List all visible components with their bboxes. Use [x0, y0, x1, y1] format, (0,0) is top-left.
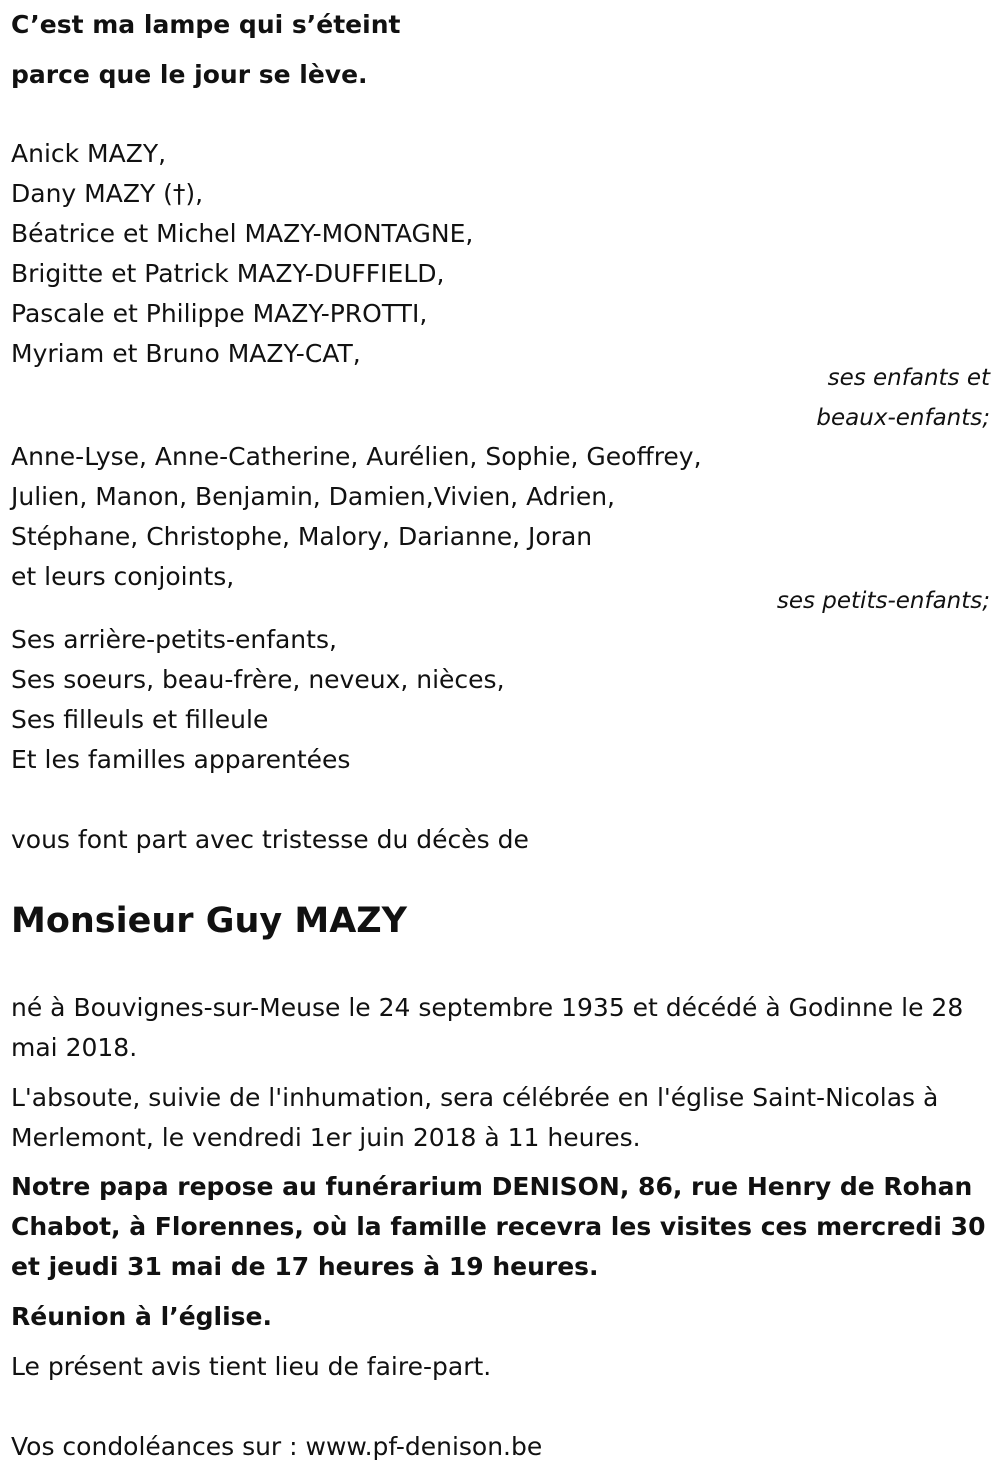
- child-name: Brigitte et Patrick MAZY-DUFFIELD,: [11, 259, 445, 288]
- children-label-line-2: beaux-enfants;: [816, 405, 990, 431]
- grandchildren-label: ses petits-enfants;: [776, 588, 990, 614]
- announcement-text: vous font part avec tristesse du décès de: [11, 825, 529, 854]
- visitation-text: Notre papa repose au funérarium DENISON, 86, rue Henry de Rohan Chabot, à Florennes, où la famille recevra les visites ces mercredi 30 et jeudi 31 mai de 17 heures à 19 heures.: [11, 1172, 986, 1281]
- child-name: Dany MAZY (†),: [11, 179, 204, 208]
- notice-text: Le présent avis tient lieu de faire-part.: [11, 1352, 492, 1381]
- child-name: Béatrice et Michel MAZY-MONTAGNE,: [11, 219, 474, 248]
- deceased-name: Monsieur Guy MAZY: [11, 901, 408, 941]
- other-relatives-line: Et les familles apparentées: [11, 745, 351, 774]
- other-relatives-line: Ses soeurs, beau-frère, neveux, nièces,: [11, 665, 505, 694]
- condolences-text: Vos condoléances sur : www.pf-denison.be: [11, 1432, 543, 1461]
- child-name: Anick MAZY,: [11, 139, 167, 168]
- epigraph-line-1: C’est ma lampe qui s’éteint: [11, 10, 401, 39]
- grandchildren-line: Julien, Manon, Benjamin, Damien,Vivien, Adrien,: [11, 482, 616, 511]
- ceremony-text: L'absoute, suivie de l'inhumation, sera célébrée en l'église Saint-Nicolas à Merlemont, le vendredi 1er juin 2018 à 11 heures.: [11, 1083, 939, 1152]
- grandchildren-line: Stéphane, Christophe, Malory, Darianne, Joran: [11, 522, 593, 551]
- child-name: Myriam et Bruno MAZY-CAT,: [11, 339, 361, 368]
- grandchildren-line: Anne-Lyse, Anne-Catherine, Aurélien, Sophie, Geoffrey,: [11, 442, 702, 471]
- child-name: Pascale et Philippe MAZY-PROTTI,: [11, 299, 428, 328]
- meeting-text: Réunion à l’église.: [11, 1302, 273, 1331]
- birth-death-text: né à Bouvignes-sur-Meuse le 24 septembre 1935 et décédé à Godinne le 28 mai 2018.: [11, 993, 964, 1062]
- other-relatives-line: Ses filleuls et filleule: [11, 705, 269, 734]
- epigraph-line-2: parce que le jour se lève.: [11, 60, 368, 89]
- grandchildren-line: et leurs conjoints,: [11, 562, 235, 591]
- other-relatives-line: Ses arrière-petits-enfants,: [11, 625, 337, 654]
- children-label-line-1: ses enfants et: [827, 365, 990, 391]
